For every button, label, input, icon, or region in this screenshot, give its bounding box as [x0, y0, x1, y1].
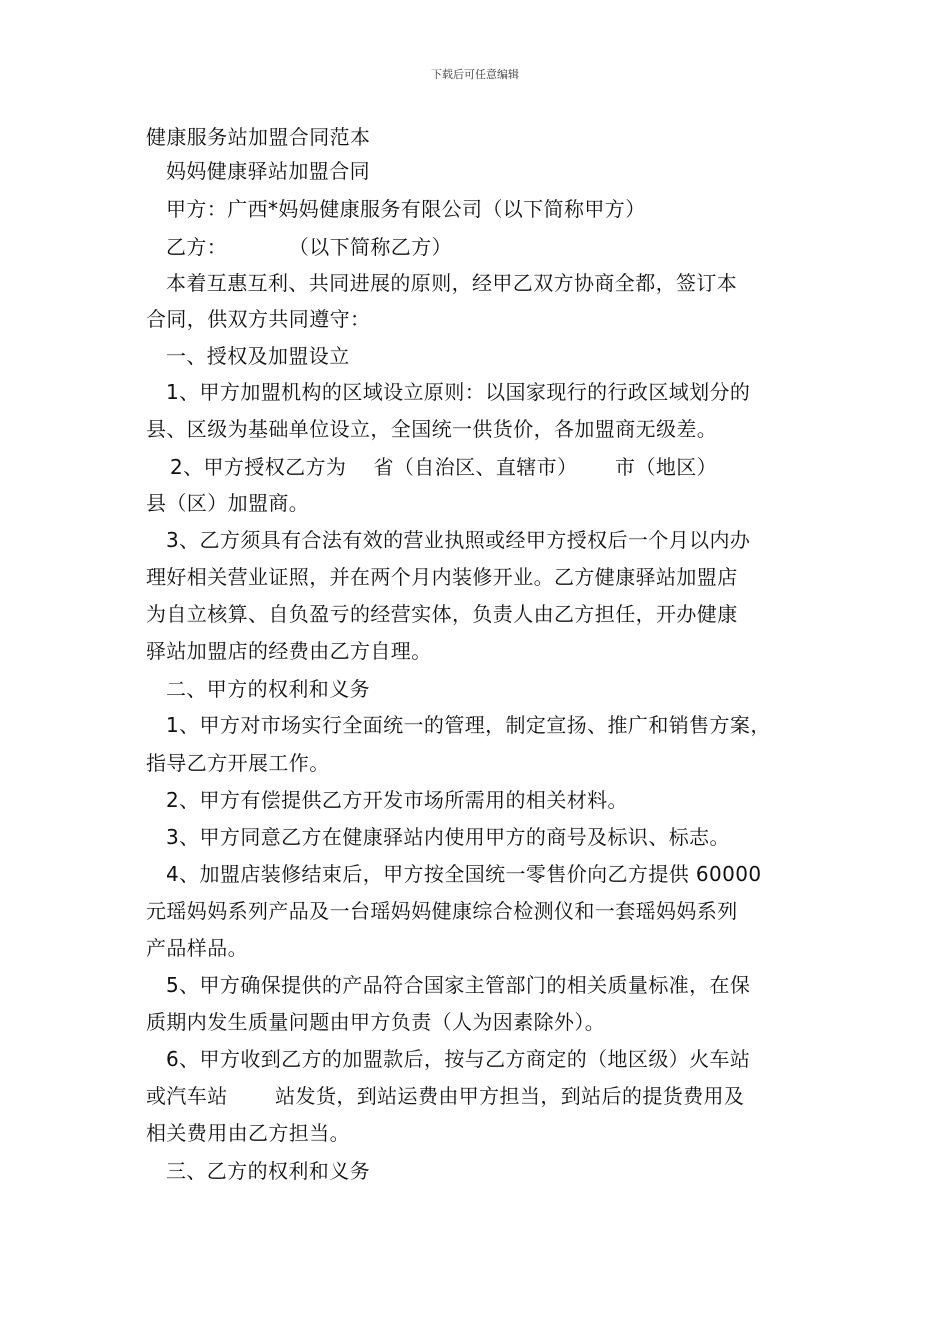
clause-line: 2、甲方有偿提供乙方开发市场所需用的相关材料。: [166, 788, 628, 812]
document-title: 健康服务站加盟合同范本: [146, 125, 371, 149]
clause-line: 产品样品。: [146, 936, 248, 960]
clause-line: 元瑶妈妈系列产品及一台瑶妈妈健康综合检测仪和一套瑶妈妈系列: [146, 899, 738, 923]
clause-line: 县（区）加盟商。: [146, 491, 310, 515]
clause-line: 驿站加盟店的经费由乙方自理。: [146, 639, 432, 663]
party-a: 甲方：广西*妈妈健康服务有限公司（以下简称甲方）: [166, 197, 646, 221]
section-heading-1: 一、授权及加盟设立: [166, 344, 350, 368]
contract-name: 妈妈健康驿站加盟合同: [166, 159, 370, 183]
party-b: 乙方： （以下简称乙方）: [166, 235, 452, 259]
clause-line: 6、甲方收到乙方的加盟款后，按与乙方商定的（地区级）火车站: [166, 1047, 751, 1071]
clause-line: 1、甲方对市场实行全面统一的管理，制定宣扬、推广和销售方案，: [166, 713, 771, 737]
clause-line: 3、甲方同意乙方在健康驿站内使用甲方的商号及标识、标志。: [166, 825, 730, 849]
clause-line: 理好相关营业证照，并在两个月内装修开业。乙方健康驿站加盟店: [146, 565, 738, 589]
clause-line: 质期内发生质量问题由甲方负责（人为因素除外）。: [146, 1010, 606, 1034]
clause-line: 2、甲方授权乙方为 省（自治区、直辖市） 市（地区）: [170, 455, 718, 479]
preamble-line: 本着互惠互利、共同进展的原则，经甲乙双方协商全都，签订本: [166, 271, 738, 295]
page-header-note: 下载后可任意编辑: [431, 68, 519, 81]
clause-line: 指导乙方开展工作。: [146, 751, 330, 775]
clause-line: 5、甲方确保提供的产品符合国家主管部门的相关质量标准，在保: [166, 973, 751, 997]
clause-line: 相关费用由乙方担当。: [146, 1121, 350, 1145]
clause-line: 为自立核算、自负盈亏的经营实体，负责人由乙方担任，开办健康: [146, 602, 738, 626]
preamble-line: 合同，供双方共同遵守：: [146, 307, 371, 331]
clause-line: 或汽车站 站发货，到站运费由甲方担当，到站后的提货费用及: [146, 1084, 745, 1108]
section-heading-3: 三、乙方的权利和义务: [166, 1159, 370, 1183]
clause-line: 4、加盟店装修结束后，甲方按全国统一零售价向乙方提供 60000: [166, 862, 762, 886]
section-heading-2: 二、甲方的权利和义务: [166, 677, 370, 701]
clause-line: 3、乙方须具有合法有效的营业执照或经甲方授权后一个月以内办: [166, 528, 751, 552]
clause-line: 1、甲方加盟机构的区域设立原则：以国家现行的行政区域划分的: [166, 380, 751, 404]
clause-line: 县、区级为基础单位设立，全国统一供货价，各加盟商无级差。: [146, 417, 718, 441]
